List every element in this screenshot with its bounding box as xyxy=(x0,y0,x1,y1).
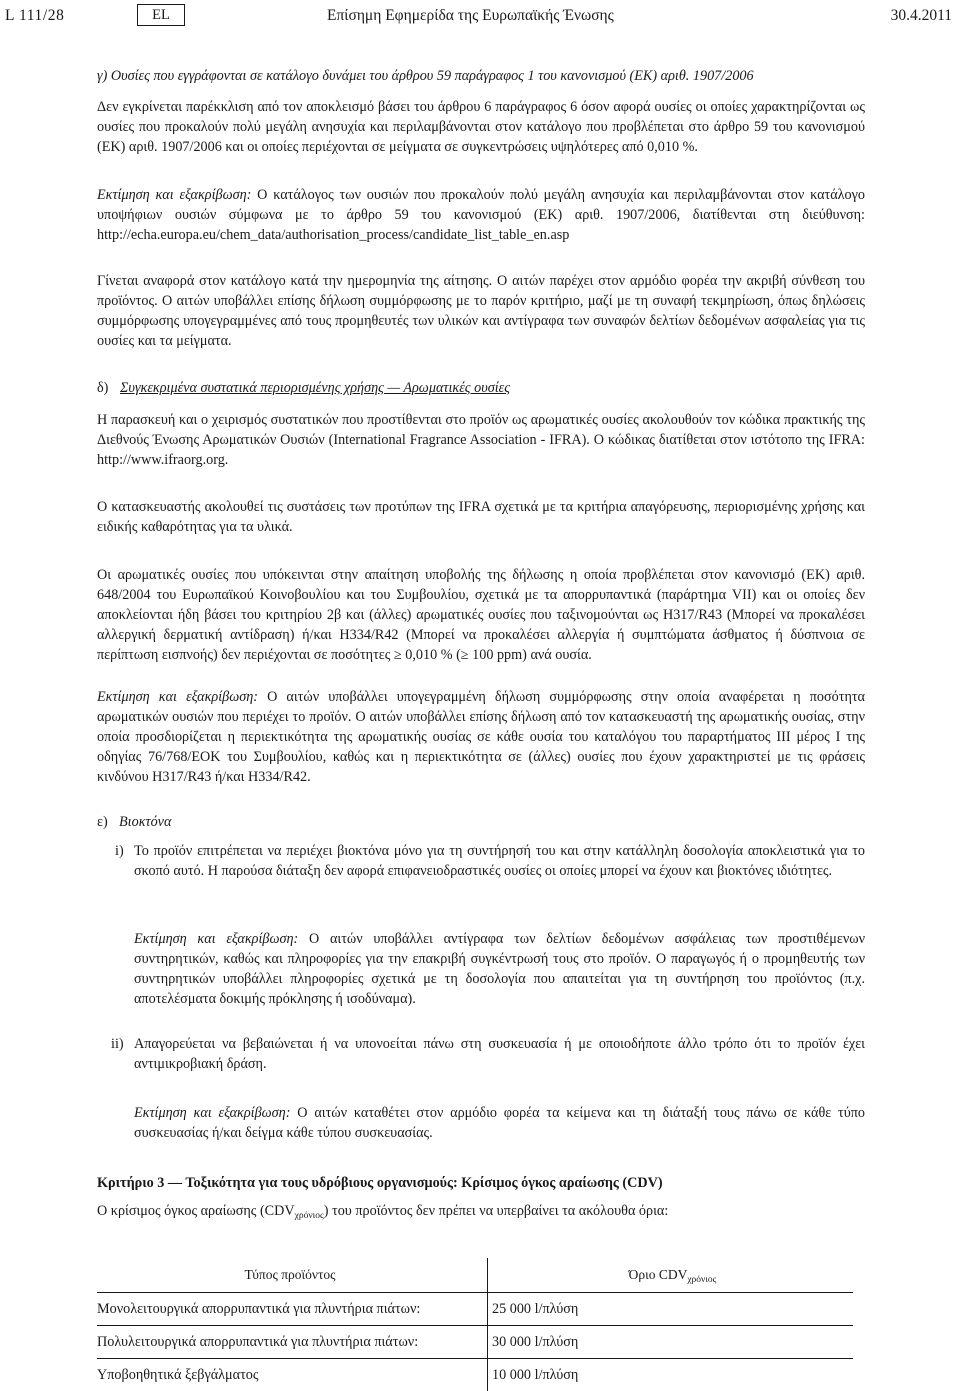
section-gamma-reference: Γίνεται αναφορά στον κατάλογο κατά την ημερομηνία της αίτησης. Ο αιτών παρέχει στον αρμόδιο φορέα την ακριβή σύνθεση του προϊόντος. Ο αιτών υποβάλλει επίσης δήλωση συμμόρφωσης με το παρόν κριτήριο, μαζί με τη συναφή τεκμηρίωση, όπως δηλώσεις συμμόρφωσης υπογεγραμμένες από τους προμηθευτές των υλικών και αντίγραφα των συναφών δελτίων δεδομένων ασφαλείας για τις ουσίες και τα μείγματα. xyxy=(97,271,865,351)
section-delta-assessment xyxy=(97,687,865,787)
section-delta-label: δ) xyxy=(97,378,108,398)
assessment-label: Εκτίμηση και εξακρίβωση: xyxy=(97,187,251,203)
table-row xyxy=(97,1326,853,1359)
section-epsilon-title: Βιοκτόνα xyxy=(119,812,171,832)
cdv-limits-table xyxy=(97,1258,853,1391)
intro-before: Ο κρίσιμος όγκος αραίωσης (CDV xyxy=(97,1203,295,1219)
assessment-label: Εκτίμηση και εξακρίβωση: xyxy=(134,931,298,947)
section-delta-p2: Ο κατασκευαστής ακολουθεί τις συστάσεις των προτύπων της IFRA σχετικά με τα κριτήρια απαγόρευσης, περιορισμένης χρήσης και ειδικής καθαρότητας για τα υλικά. xyxy=(97,497,865,537)
cdv-limit-cell: 30 000 l/πλύση xyxy=(488,1326,854,1359)
assessment-text: Ο αιτών υποβάλλει αντίγραφα των δελτίων δεδομένων ασφάλειας των προστιθέμενων συντηρητικών, καθώς και πληροφορίες για την επακριβή συγκέντρωσή τους στο προϊόν. Ο παραγωγός ή ο προμηθευτής των συντηρητικών υποβάλλει πληροφορίες σχετικά με τη δοσολογία που απαιτείται για τη συντήρηση του προϊόντος (π.χ. αποτελέσματα δοκιμής πρόκλησης ή ισοδύναμα). xyxy=(134,931,865,1007)
assessment-label: Εκτίμηση και εξακρίβωση: xyxy=(97,689,258,705)
item-i-text: Το προϊόν επιτρέπεται να περιέχει βιοκτόνα μόνο για τη συντήρησή του και στην κατάλληλη δοσολογία αποκλειστικά για το σκοπό αυτό. Η παρούσα διάταξη δεν αφορά επιφανειοδραστικές ουσίες οι οποίες μπορεί να έχουν και βιοκτόνες ιδιότητες. xyxy=(134,841,865,881)
cdv-limit-subscript: χρόνιος xyxy=(687,1275,716,1285)
assessment-label: Εκτίμηση και εξακρίβωση: xyxy=(134,1105,290,1121)
section-gamma-title: γ) Ουσίες που εγγράφονται σε κατάλογο δυνάμει του άρθρου 59 παράγραφος 1 του κανονισμού (ΕΚ) αριθ. 1907/2006 xyxy=(97,66,867,86)
publication-date: 30.4.2011 xyxy=(891,6,952,26)
item-i-assessment xyxy=(134,929,865,1009)
table-row xyxy=(97,1293,853,1326)
table-row xyxy=(97,1359,853,1391)
cdv-limit-cell: 25 000 l/πλύση xyxy=(488,1293,854,1326)
cdv-limit-cell: 10 000 l/πλύση xyxy=(488,1359,854,1391)
section-delta-p3: Οι αρωματικές ουσίες που υπόκεινται στην απαίτηση υποβολής της δήλωσης η οποία προβλέπεται στον κανονισμό (ΕΚ) αριθ. 648/2004 του Ευρωπαϊκού Κοινοβουλίου και του Συμβουλίου, σχετικά με τα απορρυπαντικά (παράρτημα VII) και οι οποίες δεν αποκλείονται ήδη βάσει του κριτηρίου 2β και (άλλες) αρωματικές ουσίες που ταξινομούνται ως H317/R43 (Μπορεί να προκαλέσει αλλεργική δερματική αντίδραση) ή/και H334/R42 (Μπορεί να προκαλέσει αλλεργία ή συμπτώματα άσθματος ή δύσπνοια σε περίπτωση εισπνοής) δεν περιέχονται σε ποσότητες ≥ 0,010 % (≥ 100 ppm) ανά ουσία. xyxy=(97,565,865,665)
assessment-text: Ο αιτών καταθέτει στον αρμόδιο φορέα τα κείμενα και τη διάταξή τους πάνω σε κάθε τύπο συσκευασίας ή/και δείγμα κάθε τύπου συσκευασίας. xyxy=(134,1105,865,1141)
item-i-label: i) xyxy=(115,841,124,861)
item-ii-text: Απαγορεύεται να βεβαιώνεται ή να υπονοείται πάνω στη συσκευασία ή με οποιοδήποτε άλλο τρόπο ότι το προϊόν έχει αντιμικροβιακή δράση. xyxy=(134,1034,865,1074)
product-type-cell: Πολυλειτουργικά απορρυπαντικά για πλυντήρια πιάτων: xyxy=(97,1326,488,1359)
page-header xyxy=(0,6,960,28)
criterion-3-intro xyxy=(97,1201,668,1221)
criterion-3-heading: Κριτήριο 3 — Τοξικότητα για τους υδρόβιους οργανισμούς: Κρίσιμος όγκος αραίωσης (CDV) xyxy=(97,1173,663,1193)
section-gamma-body: Δεν εγκρίνεται παρέκκλιση από τον αποκλεισμό βάσει του άρθρου 6 παράγραφος 6 όσον αφορά ουσίες οι οποίες χαρακτηρίζονται ως ουσίες που προκαλούν πολύ μεγάλη ανησυχία και περιλαμβάνονται στον κατάλογο που προβλέπεται στο άρθρο 59 του κανονισμού (ΕΚ) αριθ. 1907/2006 και οι οποίες περιέχονται σε μείγματα σε συγκεντρώσεις υψηλότερες από 0,010 %. xyxy=(97,97,865,157)
language-badge: EL xyxy=(137,4,185,26)
column-header-product-type: Τύπος προϊόντος xyxy=(97,1258,488,1293)
product-type-cell: Μονολειτουργικά απορρυπαντικά για πλυντήρια πιάτων: xyxy=(97,1293,488,1326)
section-gamma-assessment xyxy=(97,185,865,245)
assessment-text: Ο αιτών υποβάλλει υπογεγραμμένη δήλωση συμμόρφωσης στην οποία αναφέρεται η ποσότητα αρωματικών ουσιών που περιέχει το προϊόν. Ο αιτών υποβάλλει επίσης δήλωση από τον κατασκευαστή της αρωματικής ουσίας, στην οποία προσδιορίζεται η περιεκτικότητα της αρωματικής ουσίας σε κάθε ουσία του καταλόγου του παραρτήματος III μέρος I της οδηγίας 76/768/ΕΟΚ του Συμβουλίου, καθώς και η περιεκτικότητα σε (άλλες) ουσίες που έχουν χαρακτηριστεί με τις φράσεις κινδύνου H317/R43 ή/και H334/R42. xyxy=(97,689,865,785)
table-header-row xyxy=(97,1258,853,1293)
intro-subscript: χρόνιος xyxy=(295,1211,324,1221)
product-type-cell: Υποβοηθητικά ξεβγάλματος xyxy=(97,1359,488,1391)
section-delta-p1: Η παρασκευή και ο χειρισμός συστατικών που προστίθενται στο προϊόν ως αρωματικές ουσίες ακολουθούν τον κώδικα πρακτικής της Διεθνούς Ένωσης Αρωματικών Ουσιών (International Fragrance Association - IFRA). Ο κώδικας διατίθεται στον ιστότοπο της IFRA: http://www.ifraorg.org. xyxy=(97,410,865,470)
cdv-limit-label: Όριο CDV xyxy=(629,1267,688,1282)
section-epsilon-label: ε) xyxy=(97,812,108,832)
item-ii-label: ii) xyxy=(111,1034,124,1054)
journal-title: Επίσημη Εφημερίδα της Ευρωπαϊκής Ένωσης xyxy=(327,6,614,26)
column-header-cdv-limit xyxy=(488,1258,854,1293)
intro-after: ) του προϊόντος δεν πρέπει να υπερβαίνει τα ακόλουθα όρια: xyxy=(324,1203,669,1219)
page-reference: L 111/28 xyxy=(5,6,64,26)
assessment-text: Ο κατάλογος των ουσιών που προκαλούν πολύ μεγάλη ανησυχία και περιλαμβάνονται στον κατάλογο υποψήφιων ουσιών σύμφωνα με το άρθρο 59 του κανονισμού (ΕΚ) αριθ. 1907/2006, διατίθενται στη διεύθυνση: http://echa.europa.eu/chem_data/authorisation_process/candidate_list_table_en.asp xyxy=(97,187,865,243)
section-delta-title: Συγκεκριμένα συστατικά περιορισμένης χρήσης — Αρωματικές ουσίες xyxy=(120,378,510,398)
item-ii-assessment xyxy=(134,1103,865,1143)
